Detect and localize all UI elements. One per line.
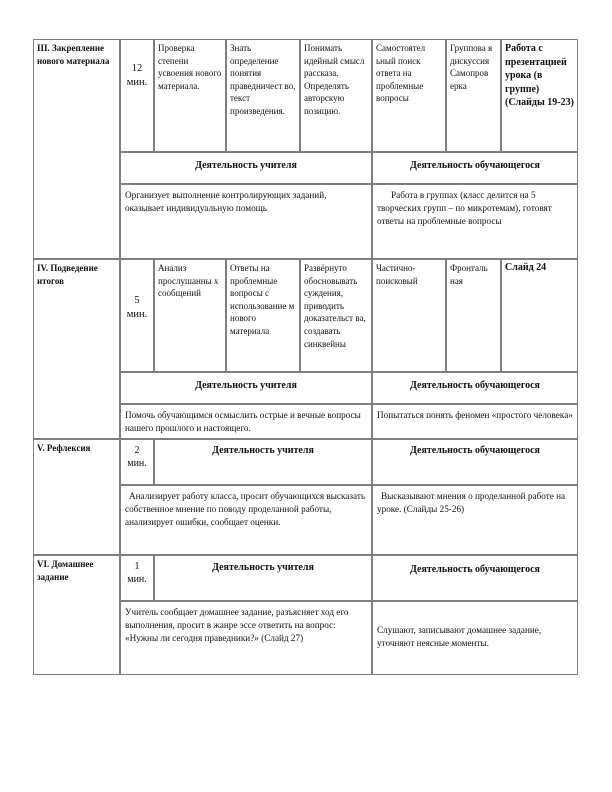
stage-3-teacher-activity-text: Организует выполнение контролирующих заданий, оказывает индивидуальную помощь	[125, 190, 327, 213]
stage-5-time	[120, 439, 154, 485]
stage-4-understand-text: Развёрнуто обосновывать суждения, приводить доказательст ва, создавать синквейны	[304, 263, 366, 349]
stage-3-resources-text: Работа с презентацией урока (в группе) (Слайды 19-23)	[505, 43, 574, 108]
stage-3-understand	[300, 39, 372, 152]
stage-5-student-header	[372, 439, 578, 485]
stage-5-student-activity	[372, 485, 578, 555]
stage-3-method	[372, 39, 446, 152]
stage-5-teacher-header	[154, 439, 372, 485]
stage-4-know-text: Ответы на проблемные вопросы с использование м нового материала	[230, 263, 295, 336]
stage-3-time-label: 12 мин.	[126, 63, 148, 88]
stage-5-student-header-label: Деятельность обучающегося	[410, 445, 540, 456]
stage-5-teacher-activity	[120, 485, 372, 555]
stage-4-teacher-activity-text: Помочь обучающимся осмыслить острые и вечные вопросы нашего прошлого и настоящего.	[125, 410, 361, 433]
stage-3-form	[446, 39, 501, 152]
stage-4-goal-text: Анализ прослушанны х сообщений	[158, 263, 219, 299]
stage-3-student-header	[372, 152, 578, 184]
stage-6-time	[120, 555, 154, 601]
stage-4-form	[446, 259, 501, 372]
stage-3-goal	[154, 39, 226, 152]
stage-6-label: VI. Домашнее задание	[37, 559, 94, 582]
stage-6-cell	[33, 555, 120, 675]
stage-6-teacher-activity	[120, 601, 372, 675]
stage-3-know	[226, 39, 300, 152]
stage-4-student-activity-text: Попытаться понять феномен «простого человека»	[377, 410, 573, 420]
stage-4-form-text: Фронталь ная	[450, 263, 488, 286]
stage-3-student-activity	[372, 184, 578, 259]
stage-4-time	[120, 259, 154, 372]
stage-4-resources	[501, 259, 578, 372]
stage-3-goal-text: Проверка степени усвоения нового материала.	[158, 43, 222, 91]
stage-6-student-header-label: Деятельность обучающегося	[410, 564, 540, 575]
stage-4-method	[372, 259, 446, 372]
stage-5-teacher-header-label: Деятельность учителя	[212, 445, 314, 456]
stage-4-time-label: 5 мин.	[126, 295, 148, 320]
stage-3-method-text: Самостоятел ьный поиск ответа на проблемные вопросы	[376, 43, 426, 104]
stage-4-resources-text: Слайд 24	[505, 262, 547, 273]
stage-3-understand-text: Понимать идейный смысл рассказа. Определять авторскую позицию.	[304, 43, 365, 116]
stage-6-teacher-header	[154, 555, 372, 601]
stage-4-cell	[33, 259, 120, 439]
stage-3-teacher-header	[120, 152, 372, 184]
stage-3-teacher-activity	[120, 184, 372, 259]
stage-4-label: IV. Подведение итогов	[37, 263, 98, 286]
stage-5-label: V. Рефлексия	[37, 443, 91, 453]
stage-4-know	[226, 259, 300, 372]
stage-4-goal	[154, 259, 226, 372]
stage-3-label: III. Закрепление нового материала	[37, 43, 110, 66]
stage-3-teacher-header-label: Деятельность учителя	[195, 160, 297, 171]
stage-3-student-header-label: Деятельность обучающегося	[410, 160, 540, 171]
stage-4-student-header	[372, 372, 578, 404]
stage-4-student-header-label: Деятельность обучающегося	[410, 380, 540, 391]
stage-4-teacher-header	[120, 372, 372, 404]
stage-4-teacher-header-label: Деятельность учителя	[195, 380, 297, 391]
stage-5-cell	[33, 439, 120, 555]
stage-6-teacher-activity-text: Учитель сообщает домашнее задание, разъясняет ход его выполнения, просит в жанре эссе ответить на вопрос: «Нужны ли сегодня праведники?» (Слайд 27)	[125, 607, 349, 643]
stage-6-student-activity	[372, 601, 578, 675]
stage-3-student-activity-text: Работа в группах (класс делится на 5 творческих групп – по микротемам), готовят ответы на проблемные вопросы	[377, 190, 552, 226]
stage-5-student-activity-text: Высказывают мнения о проделанной работе на уроке. (Слайды 25-26)	[377, 491, 566, 514]
stage-4-student-activity	[372, 404, 578, 439]
stage-4-understand	[300, 259, 372, 372]
stage-3-resources	[501, 39, 578, 152]
stage-5-time-label: 2 мин.	[127, 445, 147, 469]
stage-3-cell	[33, 39, 120, 259]
stage-6-student-activity-text: Слушают, записывают домашнее задание, уточняют неясные моменты.	[377, 625, 542, 648]
stage-6-teacher-header-label: Деятельность учителя	[212, 562, 314, 573]
stage-6-time-label: 1 мин.	[127, 561, 147, 585]
stage-3-form-text: Группова я дискуссия Самопров ерка	[450, 43, 493, 91]
stage-6-student-header	[372, 555, 578, 601]
stage-3-know-text: Знать определение понятия праведничест во, текст произведения.	[230, 43, 296, 116]
stage-5-teacher-activity-text: Анализирует работу класса, просит обучающихся высказать собственное мнение по поводу проделанной работы, анализирует ошибки, сообщает оценки.	[125, 491, 366, 527]
stage-3-time	[120, 39, 154, 152]
stage-4-method-text: Частично-поисковый	[376, 263, 418, 286]
stage-4-teacher-activity	[120, 404, 372, 439]
